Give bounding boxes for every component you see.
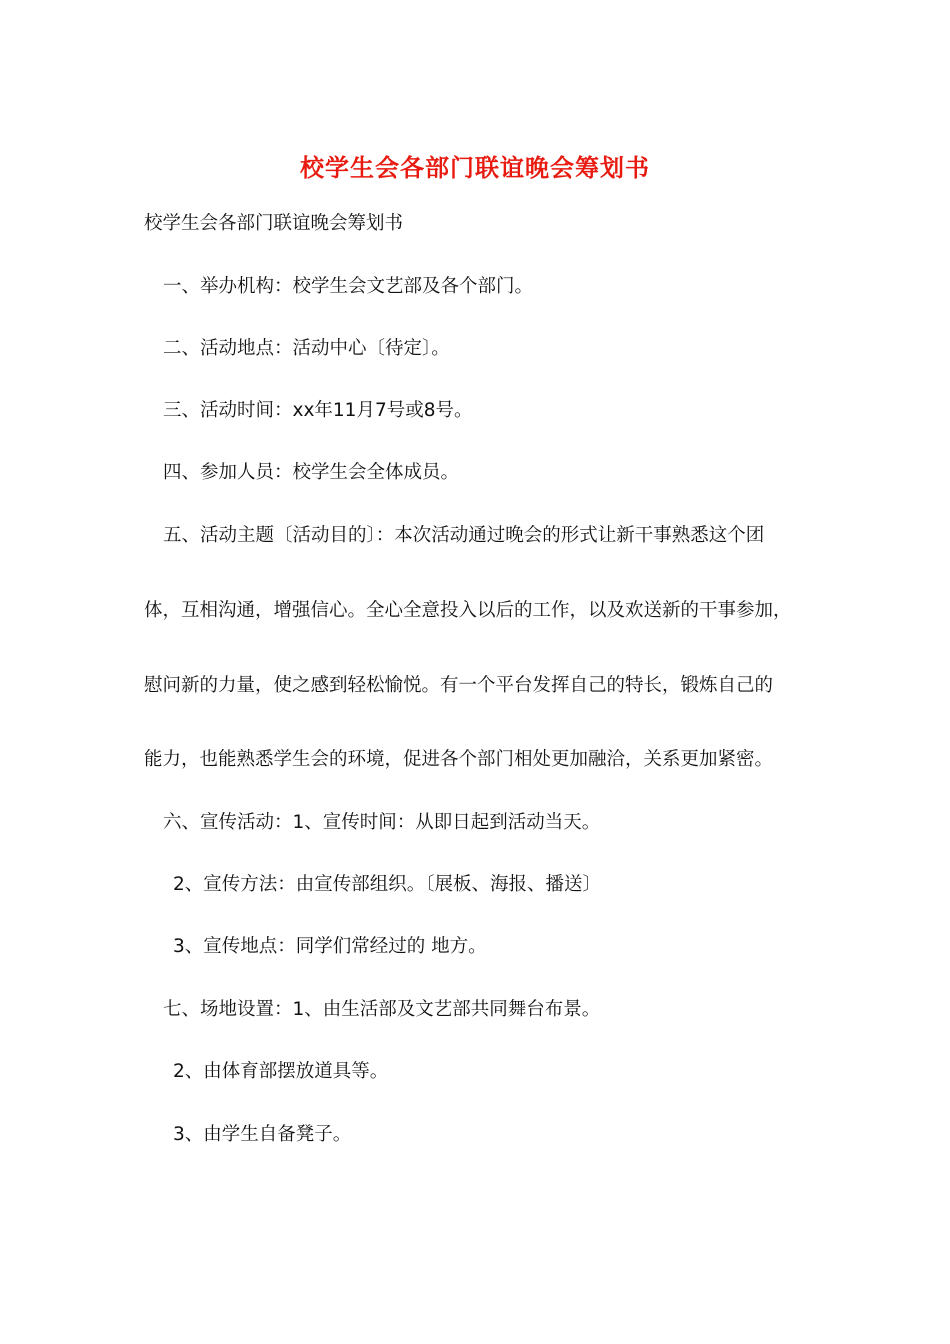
paragraph-line: 能力，也能熟悉学生会的环境，促进各个部门相处更加融洽，关系更加紧密。 — [144, 749, 774, 770]
section-publicity: 六、宣传活动：1、宣传时间：从即日起到活动当天。 — [163, 812, 601, 833]
section-participants: 四、参加人员：校学生会全体成员。 — [163, 462, 460, 483]
section-theme: 五、活动主题〔活动目的〕：本次活动通过晚会的形式让新干事熟悉这个团 — [163, 525, 765, 546]
publicity-method: 2、宣传方法：由宣传部组织。〔展板、海报、播送〕 — [173, 874, 602, 895]
venue-seats: 3、由学生自备凳子。 — [173, 1124, 352, 1145]
paragraph-line: 体，互相沟通，增强信心。全心全意投入以后的工作，以及欢送新的干事参加， — [144, 600, 792, 621]
document-subtitle: 校学生会各部门联谊晚会筹划书 — [144, 213, 404, 234]
document-title: 校学生会各部门联谊晚会筹划书 — [300, 153, 650, 182]
venue-props: 2、由体育部摆放道具等。 — [173, 1061, 389, 1082]
paragraph-line: 慰问新的力量，使之感到轻松愉悦。有一个平台发挥自己的特长，锻炼自己的 — [144, 675, 774, 696]
section-time: 三、活动时间：xx年11月7号或8号。 — [163, 400, 473, 421]
section-organizer: 一、举办机构：校学生会文艺部及各个部门。 — [163, 276, 534, 297]
section-location: 二、活动地点：活动中心〔待定〕。 — [163, 338, 450, 359]
publicity-place: 3、宣传地点：同学们常经过的 地方。 — [173, 936, 487, 957]
section-venue-setup: 七、场地设置：1、由生活部及文艺部共同舞台布景。 — [163, 999, 601, 1020]
